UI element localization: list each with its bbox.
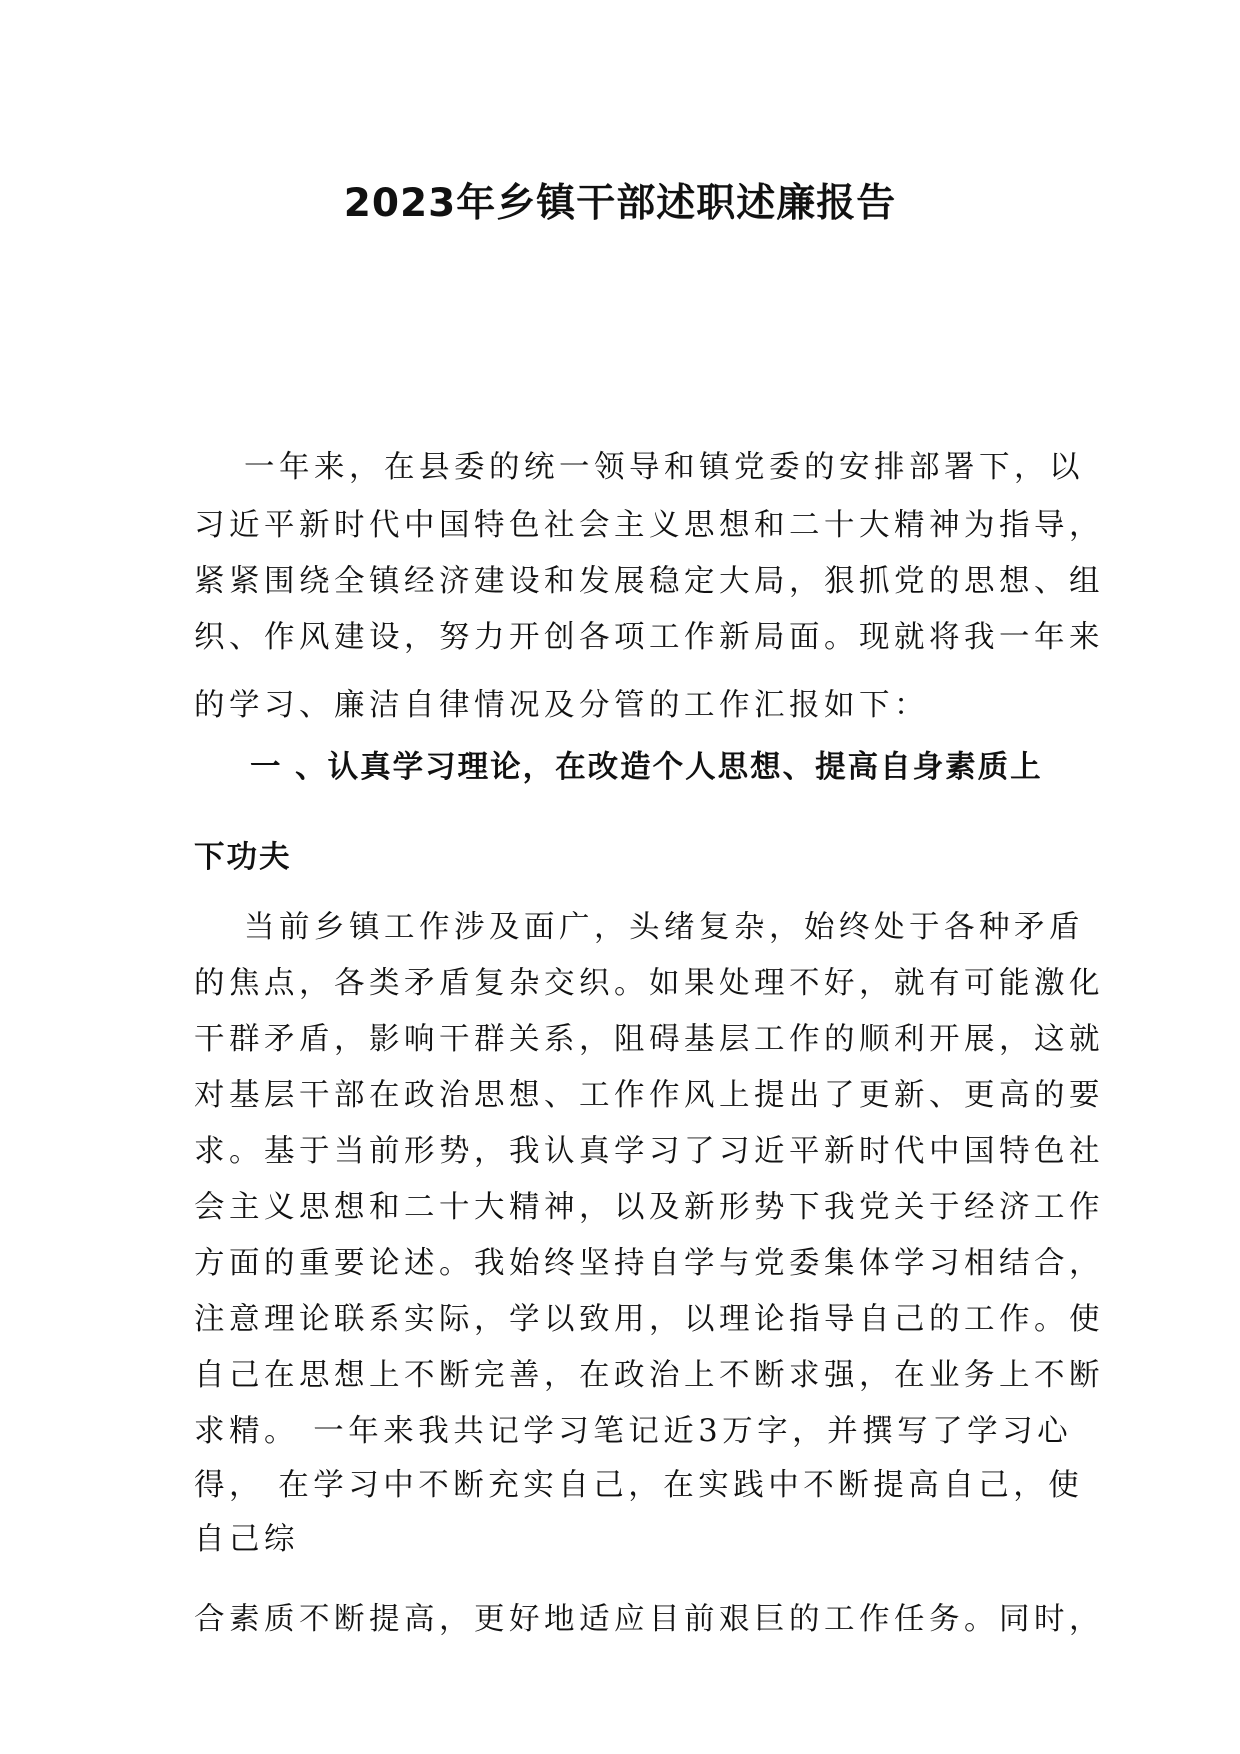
paragraph-line: 得， 在学习中不断充实自己，在实践中不断提高自己，使 bbox=[194, 1468, 1084, 1503]
paragraph-line: 干群矛盾，影响干群关系，阻碍基层工作的顺利开展，这就 bbox=[194, 1022, 1104, 1057]
document-title: 2023年乡镇干部述职述廉报告 bbox=[343, 181, 897, 226]
paragraph-line: 对基层干部在政治思想、工作作风上提出了更新、更高的要 bbox=[194, 1078, 1104, 1113]
section-heading: 一 、认真学习理论，在改造个人思想、提高自身素质上 bbox=[250, 750, 1043, 785]
section-heading: 下功夫 bbox=[194, 840, 292, 875]
paragraph-line: 的学习、廉洁自律情况及分管的工作汇报如下： bbox=[194, 688, 929, 723]
paragraph-line: 习近平新时代中国特色社会主义思想和二十大精神为指导， bbox=[194, 508, 1104, 543]
paragraph-line: 织、作风建设，努力开创各项工作新局面。现就将我一年来 bbox=[194, 620, 1104, 655]
paragraph-line: 求。基于当前形势，我认真学习了习近平新时代中国特色社 bbox=[194, 1134, 1104, 1169]
paragraph-line: 一年来，在县委的统一领导和镇党委的安排部署下，以 bbox=[244, 450, 1084, 485]
paragraph-line: 自己在思想上不断完善，在政治上不断求强，在业务上不断 bbox=[194, 1358, 1104, 1393]
paragraph-line: 紧紧围绕全镇经济建设和发展稳定大局，狠抓党的思想、组 bbox=[194, 564, 1104, 599]
paragraph-line: 的焦点，各类矛盾复杂交织。如果处理不好，就有可能激化 bbox=[194, 966, 1104, 1001]
paragraph-line: 注意理论联系实际，学以致用，以理论指导自己的工作。使 bbox=[194, 1302, 1104, 1337]
paragraph-line: 合素质不断提高，更好地适应目前艰巨的工作任务。同时， bbox=[194, 1602, 1104, 1637]
paragraph-line: 自己综 bbox=[194, 1522, 299, 1557]
paragraph-line: 方面的重要论述。我始终坚持自学与党委集体学习相结合， bbox=[194, 1246, 1104, 1281]
paragraph-line: 当前乡镇工作涉及面广，头绪复杂，始终处于各种矛盾 bbox=[244, 910, 1084, 945]
paragraph-line: 会主义思想和二十大精神，以及新形势下我党关于经济工作 bbox=[194, 1190, 1104, 1225]
paragraph-line: 求精。 一年来我共记学习笔记近3万字，并撰写了学习心 bbox=[194, 1414, 1073, 1449]
